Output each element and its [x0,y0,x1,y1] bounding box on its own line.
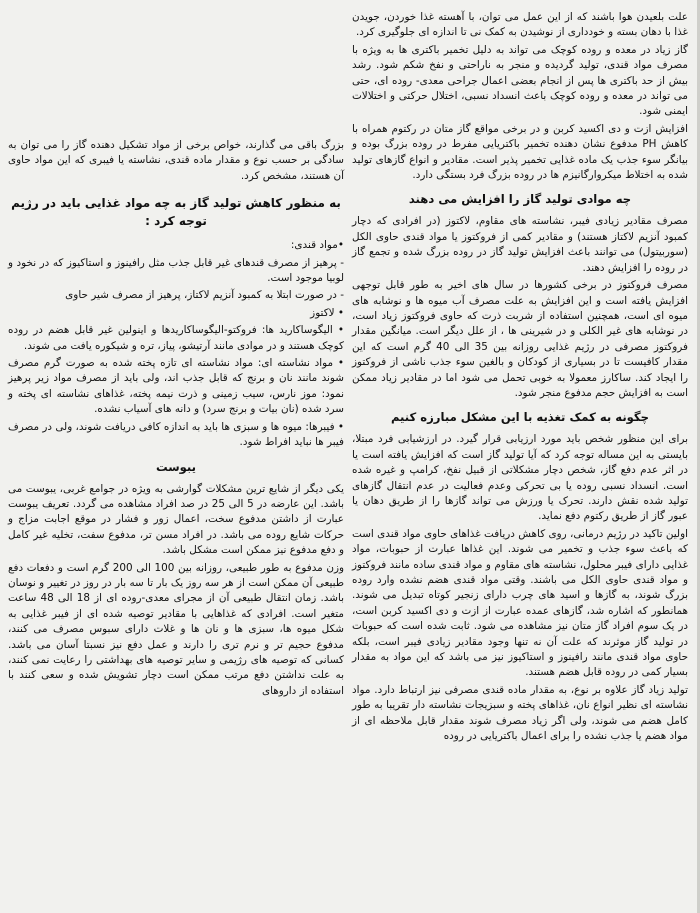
paragraph: مصرف مقادیر زیادی فیبر، نشاسته های مقاوم، لاکتوز (در افرادی که دچار کمبود آنزیم لاکتاز هستند) و مقادیر کمی از فروکتوز یا مواد قندی حاوی الکل (سوربیتول) می توانند باعث افزایش تولید گاز در روده بزرگ شده و تجمع گاز در روده را افزایش دهند. [352,215,688,274]
left-column [0,0,348,701]
paragraph: گاز زیاد در معده و روده کوچک می تواند به دلیل تخمیر باکتری ها به ویژه با مصرف مواد قندی، تولید گردیده و منجر به ناراحتی و نفخ شکم شود. رشد بیش از حد باکتری ها پس از انجام بعضی اعمال جراحی معدی- روده ای، حتی می تواند در معده و روده کوچک باعث انسداد نسبی، اختلال حرکتی و اختلالات ایمنی شود. [352,43,688,118]
right-column [348,0,700,746]
list-item: • فیبرها: میوه ها و سبزی ها باید به اندازه کافی دریافت شوند، ولی در مصرف فیبر ها نباید افراط شود. [8,420,344,449]
section-heading: یبوست [155,459,197,474]
list-item: - در صورت ابتلا به کمبود آنزیم لاکتاز، پرهیز از مصرف شیر حاوی [65,289,344,302]
paragraph: تولید زیاد گاز علاوه بر نوع، به مقدار ماده قندی مصرفی نیز ارتباط دارد. مواد نشاسته ای نظیر انواع نان، غذاهای پخته و سبزیجات نشاسته دار تقریبا به طور کامل هضم می شوند، ولی اگر زیاد مصرف شوند مقدار قابل ملاحظه ای از مواد هضم یا جذب نشده را برای اعمال باکتریایی در روده [352,683,688,743]
bullet-list [8,238,344,450]
paragraph: اولین تاکید در رژیم درمانی، روی کاهش دریافت غذاهای حاوی مواد قندی است که باعث سوء جذب و تخمیر می شوند. این غذاها عبارت از حبوبات، مواد غذایی دارای فیبر محلول، نشاسته های مقاوم و مواد قندی ساده مانند فروکتوز و مواد قندی حاوی الکل می باشند. وقتی مواد قندی هضم نشده وارد روده بزرگ شوند، به گازها و اسید های چرب دارای زنجیر کوتاه تبدیل می شوند. همانطور که اشاره شد، گازهای عمده عبارت از ازت و دی اکسید کربن است، در یک سوم افراد گاز متان نیز مشاهده می شود. ثابت شده است که حبوبات در تولید گاز موثرند که علت آن نه تنها وجود مقادیر زیادی فیبر است، بلکه حاوی مواد قندی مانند رافینوز و استاکیوز نیز می باشد که این مواد به مقدار بسیار کمی در روده قابل هضم هستند. [352,527,688,679]
paragraph: علت بلعیدن هوا باشند که از این عمل می توان، با آهسته غذا خوردن، جویدن غذا با دهان بسته و خودداری از نوشیدن به کمک نی تا اندازه ای جلوگیری کرد. [352,11,688,39]
paragraph: مصرف فروکتوز در برخی کشورها در سال های اخیر به طور قابل توجهی افزایش یافته است و این افزایش به علت مصرف آب میوه ها و نوشابه های میوه ای است، همچنین استفاده از شربت ذرت که حاوی فروکتوز زیاد است، در نوشابه های غیر الکلی و در شیرینی ها ، از علل دیگر است. میانگین مقدار فروکتوز مصرفی در رژیم غذایی روزانه بین 35 الی 40 گرم است که این مقدار کافیست تا در بسیاری از کودکان و بالغین سوء جذب ناشی از فروکتوز را ایجاد کند. ساکارز معمولا به خوبی تحمل می شود اما در مقادیر زیاد ممکن است به افزایش حجم مدفوع منجر شود. [352,279,689,399]
section-heading: چه موادی تولید گاز را افزایش می دهند [408,192,632,207]
list-item: • الیگوساکارید ها: فروکتو-الیگوساکاریدها و اینولین غیر قابل هضم در روده کوچک هستند و در موادی مانند آرتیشو، پیاز، تره و شیکوره یافت می شوند. [8,324,344,352]
section-heading: به منظور کاهش تولید گاز به چه مواد غذایی باید در رژیم توجه کرد : [11,196,341,229]
paragraph: برای این منظور شخص باید مورد ارزیابی قرار گیرد. در ارزشیابی فرد مبتلا، بایستی به این مساله توجه کرد که آیا تولید گاز است که افزایش یافته است یا در اثر عدم دفع گاز، شخص دچار مشکلاتی از قبیل نفخ، کرامپ و غیره شده است. انسداد نسبی روده یا بی تحرکی وعدم فعالیت در عدم انتقال گازهای تولید شده نقش دارند. تحرک یا ورزش می تواند گازها را از طریق دهان یا عبور گاز از طریق رکتوم دفع نماید. [352,433,688,523]
list-item: •مواد قندی: [290,239,344,252]
top-spacer [8,10,344,138]
list-item: - پرهیز از مصرف قندهای غیر قابل جذب مثل رافینوز و استاکیوز که در نخود و لوبیا موجود است. [8,256,344,285]
paragraph: بزرگ باقی می گذارند، خواص برخی از مواد تشکیل دهنده گاز را می توان به سادگی بر حسب نوع و مقدار ماده قندی، نشاسته یا فیبری که این مواد حاوی آن هستند، مشخص کرد. [8,139,344,182]
paragraph: یکی دیگر از شایع ترین مشکلات گوارشی به ویژه در جوامع غربی، یبوست می باشد. این عارضه در 5 الی 25 در صد افراد مشاهده می گردد. تعریف یبوست عبارت از داشتن مدفوع سخت، اعمال زور و فشار در موقع اجابت مزاج و حرکات شایع روده می باشد. در افراد مسن تر، مدفوع سفت، تخلیه غیر کامل و دفع مدفوع نیز ممکن است مشکل باشد. [8,482,344,557]
list-item: • لاکتوز [310,306,344,319]
paragraph: وزن مدفوع به طور طبیعی، روزانه بین 100 الی 200 گرم است و دفعات دفع طبیعی آن ممکن است از هر سه روز یک بار تا سه بار در روز در تغییر و نوسان باشد. زمان انتقال طبیعی آن از مجرای معدی-روده ای از 18 الی 48 ساعت متغیر است. افرادی که غذاهایی با مقادیر توصیه شده ای از فیبر غذایی به شکل میوه ها، سبزی ها و نان ها و غلات دارای سبوس مصرف می کنند، مدفوع حجیم تر و نرم تری را دارند و عمل دفع نیز نسبتا آسان می باشد. کسانی که توصیه های رژیمی و سایر توصیه های بهداشتی را رعایت نمی کنند، به علت نداشتن دفع مرتب ممکن است دچار تشویش شده و سعی کنند با استفاده از داروهای [8,561,344,697]
list-item: • مواد نشاسته ای: مواد نشاسته ای تازه پخته شده به صورت گرم مصرف شوند مانند نان و برنج که قابل جذب اند، ولی باید از مصرف مواد زیر پرهیز نمود: موز نارس، سیب زمینی و ذرت نیمه پخته، غذاهای نشاسته ای پخته و سرد شده (نان بیات و برنج سرد) و دانه های آسیاب نشده. [8,357,344,416]
section-heading: چگونه به کمک تغذیه با این مشکل مبارزه کنیم [390,410,650,425]
paragraph: افزایش ازت و دی اکسید کربن و در برخی مواقع گاز متان در رکتوم همراه با کاهش PH مدفوع نشان دهنده تخمیر باکتریایی مفرط در روده بزرگ بوده و بیانگر سوء جذب یک ماده غذایی تخمیر پذیر است. مقادیر و انواع گازهای تولید شده به اختلاط میکروارگانیزم ها در روده بزرگ فرد بستگی دارد. [352,122,688,182]
